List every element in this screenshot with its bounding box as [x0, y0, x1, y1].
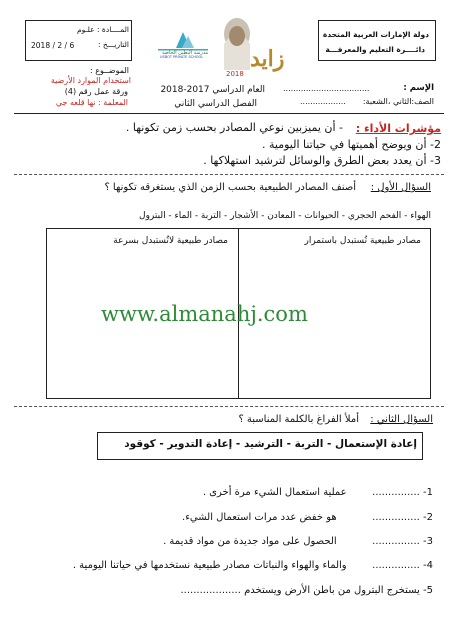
sentence-row-1: [203, 487, 433, 498]
indicators-title: مؤشرات الأداء :: [355, 122, 441, 135]
ministry-line1: دولة الإمارات العربية المتحدة: [322, 30, 429, 39]
q1-title: السؤال الأول :: [370, 182, 431, 193]
term-label: الفصل الدراسي الثاني: [174, 99, 257, 109]
sentence-num: 3-: [423, 536, 433, 547]
sentence-text: هو خفض عدد مرات استعمال الشيء.: [182, 512, 337, 523]
sentence-row-5: [151, 585, 433, 596]
q1-text: أصنف المصادر الطبيعية بحسب الزمن الذي يستغرقه تكونها ؟: [104, 182, 356, 193]
name-dots: ..................................: [283, 84, 370, 93]
teacher-label: المعلمة : نها قلعه جي: [55, 98, 128, 107]
sentence-num: 4-: [423, 560, 433, 571]
sentence-num: 5-: [423, 585, 433, 596]
grade-dots: ..................: [300, 97, 346, 106]
sentence-text: عملية استعمال الشيء مرة أخرى .: [202, 487, 347, 498]
col-left-header: مصادر طبيعية لاتُستبدل بسرعة: [113, 236, 228, 246]
sentence-blank[interactable]: ...............: [372, 487, 420, 498]
sentence-text: والماء والهواء والنباتات مصادر طبيعية نستخدمها في حياتنا اليومية .: [72, 560, 347, 571]
date-label: التاريـــخ :: [98, 40, 129, 49]
q1-items: الهواء - الفحم الحجري - الحيوانات - المعادن - الأشجار - التربة - الماء - البترول: [139, 211, 431, 221]
watermark: www.almanahj.com: [101, 302, 308, 326]
zayed-logo: [220, 10, 285, 80]
logo-year: 2018: [226, 70, 244, 78]
q2-title: السؤال الثاني :: [370, 414, 433, 425]
year-label: العام الدراسي 2017-2018: [160, 85, 265, 95]
grade-label: الصف:الثاني ،الشعبة:: [362, 97, 434, 106]
sentence-row-4: [73, 560, 433, 571]
sentence-row-3: [163, 536, 433, 547]
sentence-text: يستخرج البترول من باطن الأرض ويستخدم: [244, 585, 420, 596]
sentence-blank[interactable]: ...................: [180, 585, 241, 596]
sentence-num: 1-: [423, 487, 433, 498]
subject-label: المــــادة : علـوم: [76, 25, 129, 34]
indicators-line3: 3- أن يعدد بعض الطرق والوسائل لترشيد استهلاكها .: [203, 154, 441, 167]
school-name-en: USBOT PRIVATE SCHOOL: [160, 55, 204, 59]
sentence-text: الحصول على مواد جديدة من مواد قديمة .: [163, 536, 337, 547]
school-name: مدرسة البطين الخاصة: [162, 50, 209, 56]
sentence-blank[interactable]: ...............: [372, 560, 420, 571]
worksheet-label: ورقة عمل رقم (4): [64, 87, 128, 96]
sentence-row-2: [182, 512, 433, 523]
name-label: الإسم :: [403, 83, 434, 93]
topic-value: استخدام الموارد الأرضية: [50, 76, 131, 85]
topic-label: الموضــوع :: [89, 66, 129, 75]
section-divider-2: [14, 406, 444, 407]
indicators-line1: - أن يميزبين نوعي المصادر بحسب زمن تكونها .: [125, 121, 343, 134]
ministry-line2: دائــــرة التعليم والمعرفـــة: [325, 45, 425, 54]
school-logo: [152, 28, 214, 60]
date-value: 2018 / 2 / 6: [31, 41, 75, 50]
logo-text: زايد: [250, 46, 285, 72]
sentence-num: 2-: [423, 512, 433, 523]
header-divider: [14, 113, 444, 114]
sentence-blank[interactable]: ...............: [372, 512, 420, 523]
sentence-blank[interactable]: ...............: [372, 536, 420, 547]
indicators-line2: 2- أن ويوضح أهميتها في حياتنا اليومية .: [262, 138, 441, 151]
col-right-header: مصادر طبيعية تُستبدل باستمرار: [304, 236, 421, 246]
q2-text: أملأ الفراغ بالكلمة المناسبة ؟: [238, 414, 359, 425]
section-divider-1: [14, 174, 444, 175]
ministry-box: [318, 20, 436, 61]
word-bank: إعادة الإستعمال - التربة - الترشيد - إعادة التدوير - كوقود: [124, 438, 417, 450]
